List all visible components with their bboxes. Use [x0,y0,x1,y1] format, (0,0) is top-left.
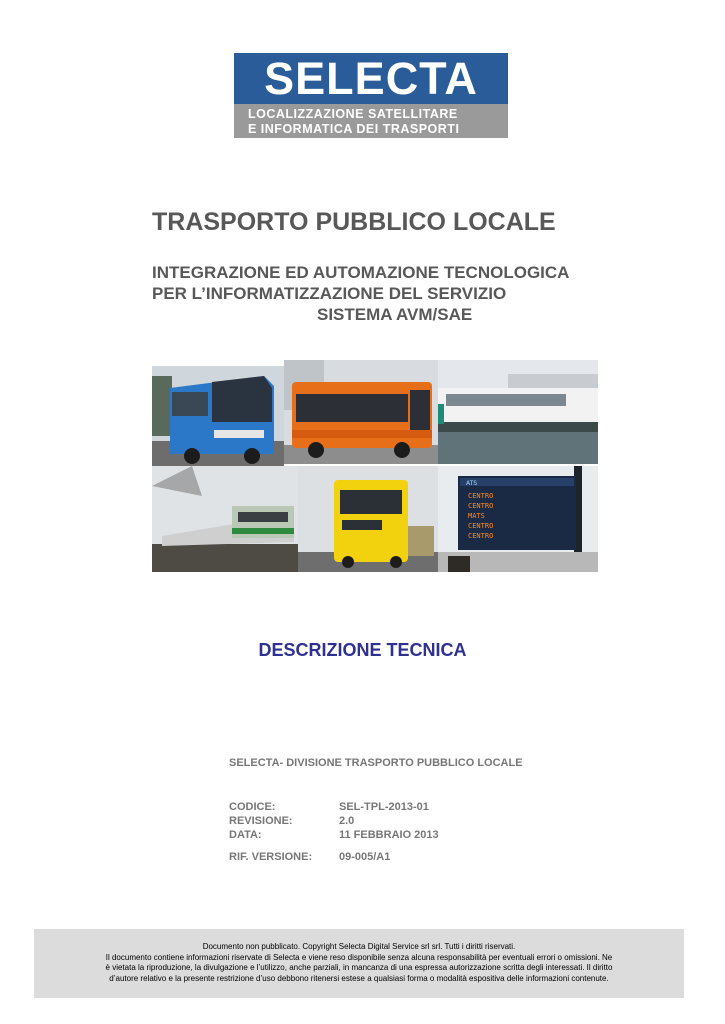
document-metadata [229,800,439,864]
footer-line1: Documento non pubblicato. Copyright Selecta Digital Service srl srl. Tutti i diritti riservati. [202,942,516,951]
display-row-3: MATS [468,512,485,520]
document-subtitle [152,262,652,325]
footer-line3: è vietata la riproduzione, la divulgazione e l’utilizzo, anche parziali, in mancanza di una espressa autorizzazione scritta degli interessati. Il diritto [105,963,613,972]
subtitle-line1: INTEGRAZIONE ED AUTOMAZIONE TECNOLOGICA [152,263,570,282]
codice-value: SEL-TPL-2013-01 [339,801,429,813]
photo-regional-train [152,466,298,572]
logo-tagline-line2: E INFORMATICA DEI TRASPORTI [248,122,460,136]
subtitle-line2: PER L’INFORMATIZZAZIONE DEL SERVIZIO [152,284,507,303]
data-value: 11 FEBBRAIO 2013 [339,829,439,841]
display-row-5: CENTRO [468,532,494,540]
photo-orange-bus [284,360,438,464]
revisione-label: REVISIONE: [229,815,293,827]
meta-row-revisione [229,814,439,828]
meta-row-data [229,828,439,842]
rif-versione-value: 09-005/A1 [339,851,391,863]
footer-line2: Il documento contiene informazioni riservate di Selecta e viene reso disponibile senza alcuna responsabilità per eventuali errori o omissioni. Ne [105,952,613,962]
division-label: SELECTA- DIVISIONE TRASPORTO PUBBLICO LOCALE [229,757,523,769]
footer-line4: d’autore relativo e la presente restrizione d’uso debbono ritenersi estese a qualsiasi forma o modalità espositiva delle informazioni contenute. [109,973,609,983]
rif-versione-label: RIF. VERSIONE: [229,851,313,863]
logo-tagline-line1: LOCALIZZAZIONE SATELLITARE [248,107,458,121]
logo-tagline [234,104,508,138]
photo-yellow-bus [298,466,438,572]
document-type-heading: DESCRIZIONE TECNICA [258,640,467,660]
document-title: TRASPORTO PUBBLICO LOCALE [152,208,556,236]
meta-row-codice [229,800,439,814]
svg-text:ATS: ATS [466,480,478,487]
display-row-1: CENTRO [468,492,494,500]
data-label: DATA: [229,829,262,841]
revisione-value: 2.0 [339,815,355,827]
codice-label: CODICE: [229,801,276,813]
selecta-logo [234,53,508,138]
copyright-footer [34,929,684,998]
logo-wordmark: SELECTA [234,53,508,104]
photo-passenger-information-display [438,466,598,572]
meta-row-rif-versione [229,850,439,864]
photo-water-bus [438,360,598,464]
photo-collage [152,360,598,572]
display-row-2: CENTRO [468,502,494,510]
subtitle-line3: SISTEMA AVM/SAE [317,305,473,324]
display-row-4: CENTRO [468,522,494,530]
photo-blue-bus [152,366,284,466]
